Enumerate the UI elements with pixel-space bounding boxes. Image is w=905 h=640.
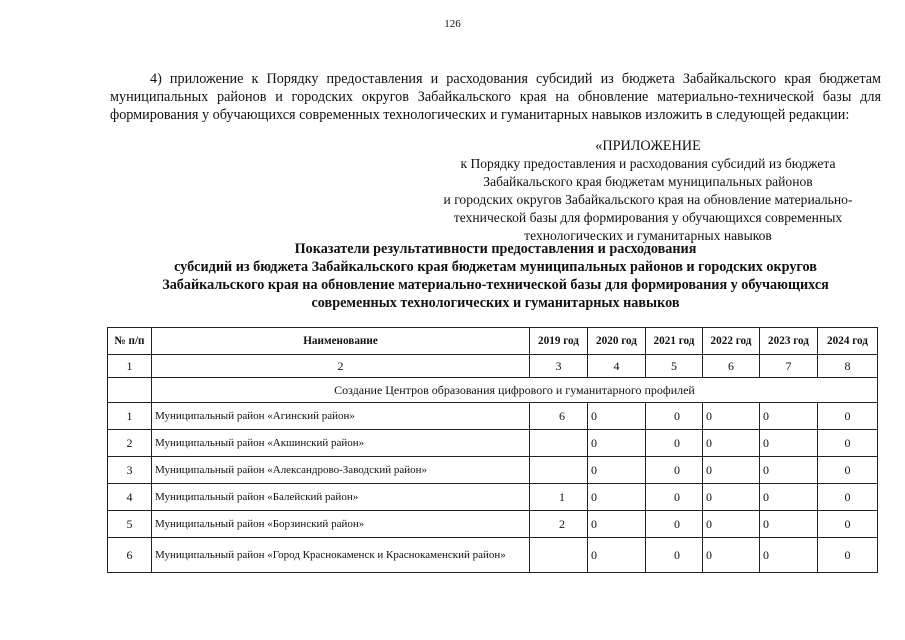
header-cell-2019: 2019 год [530,328,588,355]
cell-2019 [530,430,588,457]
header-cell-2020: 2020 год [588,328,646,355]
column-number-cell: 4 [588,355,646,378]
page-number: 126 [444,18,461,30]
appendix-line: технической базы для формирования у обучающихся современных [453,210,843,225]
cell-2022: 0 [703,457,760,484]
cell-2019: 2 [530,511,588,538]
cell-2024: 0 [818,511,878,538]
cell-2023: 0 [760,403,818,430]
table-row [108,538,878,573]
cell-2022: 0 [703,484,760,511]
indicators-table [107,327,878,573]
row-name: Муниципальный район «Агинский район» [152,403,530,430]
row-name: Муниципальный район «Борзинский район» [152,511,530,538]
cell-2019: 6 [530,403,588,430]
cell-2023: 0 [760,538,818,573]
row-number: 3 [108,457,152,484]
cell-2022: 0 [703,511,760,538]
row-name: Муниципальный район «Балейский район» [152,484,530,511]
column-number-cell: 3 [530,355,588,378]
cell-2020: 0 [588,538,646,573]
cell-2024: 0 [818,457,878,484]
cell-2020: 0 [588,484,646,511]
cell-2021: 0 [646,430,703,457]
appendix-line: к Порядку предоставления и расходования субсидий из бюджета [460,156,836,171]
cell-2020: 0 [588,457,646,484]
cell-2019: 1 [530,484,588,511]
header-cell-name: Наименование [152,328,530,355]
cell-2021: 0 [646,538,703,573]
appendix-title: «ПРИЛОЖЕНИЕ [595,138,701,154]
section-empty-cell [108,378,152,403]
table-row [108,403,878,430]
document-heading [110,240,881,312]
cell-2023: 0 [760,430,818,457]
appendix-block [398,137,898,245]
cell-2024: 0 [818,484,878,511]
table-row [108,457,878,484]
appendix-line: Забайкальского края бюджетам муниципальных районов [483,174,813,189]
header-cell-2022: 2022 год [703,328,760,355]
row-name: Муниципальный район «Акшинский район» [152,430,530,457]
column-number-cell: 5 [646,355,703,378]
table-header-row [108,328,878,355]
column-number-cell: 6 [703,355,760,378]
row-number: 2 [108,430,152,457]
cell-2019 [530,457,588,484]
cell-2021: 0 [646,511,703,538]
intro-paragraph: 4) приложение к Порядку предоставления и расходования субсидий из бюджета Забайкальского края бюджетам муниципальных районов и городских округов Забайкальского края на обновление материально-технической базы для формирования у обучающихся современных технологических и гуманитарных навыков изложить в следующей редакции: [110,71,881,123]
heading-line: Забайкальского края на обновление материально-технической базы для формирования у обучающихся [162,277,829,293]
header-cell-2021: 2021 год [646,328,703,355]
cell-2020: 0 [588,403,646,430]
column-number-cell: 7 [760,355,818,378]
cell-2024: 0 [818,403,878,430]
cell-2019 [530,538,588,573]
cell-2023: 0 [760,484,818,511]
column-number-row [108,355,878,378]
cell-2024: 0 [818,430,878,457]
table-row [108,511,878,538]
table-row [108,484,878,511]
row-number: 1 [108,403,152,430]
row-number: 4 [108,484,152,511]
header-cell-2023: 2023 год [760,328,818,355]
header-cell-number: № п/п [108,328,152,355]
header-cell-2024: 2024 год [818,328,878,355]
cell-2021: 0 [646,403,703,430]
column-number-cell: 8 [818,355,878,378]
heading-line: Показатели результативности предоставления и расходования [294,241,697,257]
cell-2022: 0 [703,538,760,573]
column-number-cell: 1 [108,355,152,378]
cell-2021: 0 [646,484,703,511]
section-row [108,378,878,403]
heading-line: субсидий из бюджета Забайкальского края бюджетам муниципальных районов и городских округов [174,259,817,275]
column-number-cell: 2 [152,355,530,378]
row-number: 5 [108,511,152,538]
cell-2021: 0 [646,457,703,484]
cell-2020: 0 [588,511,646,538]
cell-2023: 0 [760,511,818,538]
row-name: Муниципальный район «Александрово-Заводский район» [152,457,530,484]
cell-2022: 0 [703,430,760,457]
section-title: Создание Центров образования цифрового и гуманитарного профилей [152,378,878,403]
appendix-line: и городских округов Забайкальского края на обновление материально- [443,192,853,207]
cell-2022: 0 [703,403,760,430]
cell-2023: 0 [760,457,818,484]
appendix-line: технологических и гуманитарных навыков [524,228,772,243]
row-number: 6 [108,538,152,573]
heading-line: современных технологических и гуманитарных навыков [311,295,680,311]
cell-2020: 0 [588,430,646,457]
table-row [108,430,878,457]
row-name: Муниципальный район «Город Краснокаменск и Краснокаменский район» [152,538,530,573]
cell-2024: 0 [818,538,878,573]
